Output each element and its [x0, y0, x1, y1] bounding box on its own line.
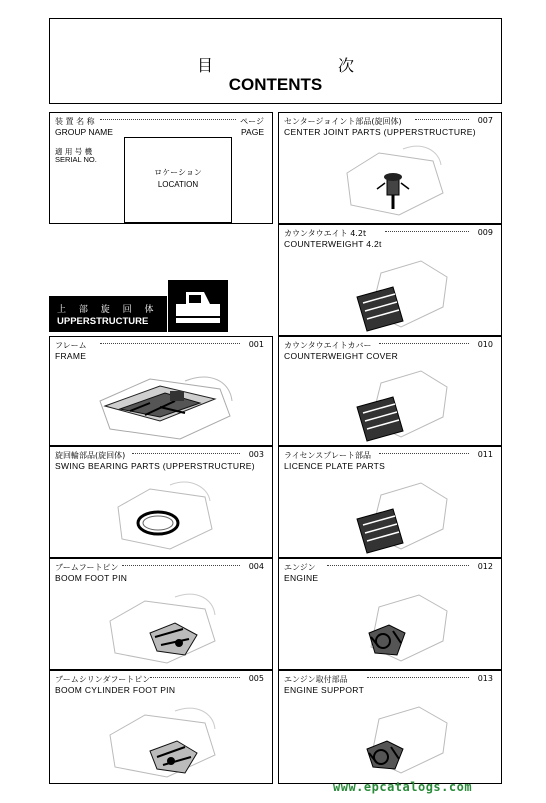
- legend-box: [49, 112, 273, 224]
- item-label-en: CENTER JOINT PARTS (UPPERSTRUCTURE): [284, 127, 476, 137]
- item-page-number: 013: [477, 674, 493, 683]
- legend-page-jp: ページ: [240, 117, 264, 126]
- dotted-leader: [100, 119, 236, 120]
- dotted-leader: [379, 453, 469, 454]
- contents-item-engine[interactable]: [278, 558, 502, 670]
- section-label-jp: 上 部 旋 回 体: [57, 305, 159, 315]
- item-label-jp: ライセンスプレート部品: [284, 451, 371, 460]
- contents-item-center-joint[interactable]: [278, 112, 502, 224]
- item-page-number: 007: [477, 116, 493, 125]
- item-page-number: 004: [248, 562, 264, 571]
- item-page-number: 005: [248, 674, 264, 683]
- engine-illustration: [349, 585, 459, 667]
- legend-name-jp: 装 置 名 称: [55, 117, 95, 126]
- item-label-en: SWING BEARING PARTS (UPPERSTRUCTURE): [55, 461, 255, 471]
- dotted-leader: [415, 119, 469, 120]
- item-page-number: 010: [477, 340, 493, 349]
- dotted-leader: [150, 677, 240, 678]
- excavator-upperstructure-icon: [168, 280, 228, 332]
- item-page-number: 009: [477, 228, 493, 237]
- title-box: [49, 18, 502, 104]
- dotted-leader: [132, 453, 240, 454]
- item-label-en: ENGINE SUPPORT: [284, 685, 365, 695]
- counterweight-cover-illustration: [351, 363, 451, 443]
- page-title: CONTENTS: [228, 75, 323, 94]
- item-page-number: 001: [248, 340, 264, 349]
- swing-bearing-illustration: [110, 477, 220, 555]
- item-label-jp: カウンタウエイト 4.2t: [284, 229, 367, 238]
- item-label-jp: エンジン取付部品: [284, 675, 348, 684]
- frame-illustration: [90, 361, 240, 443]
- boom-foot-pin-illustration: [105, 587, 225, 667]
- legend-page-en: PAGE: [241, 127, 264, 137]
- contents-item-licence-plate[interactable]: [278, 446, 502, 558]
- contents-item-engine-support[interactable]: [278, 670, 502, 784]
- contents-item-boom-cylinder-foot-pin[interactable]: [49, 670, 273, 784]
- section-header: [49, 296, 167, 332]
- dotted-leader: [367, 677, 469, 678]
- item-label-en: BOOM CYLINDER FOOT PIN: [55, 685, 176, 695]
- center-joint-illustration: [341, 139, 451, 221]
- page-title-jp: 目 次: [196, 56, 415, 75]
- item-label-en: LICENCE PLATE PARTS: [284, 461, 386, 471]
- item-label-jp: 旋回輪部品(旋回体): [55, 451, 126, 460]
- dotted-leader: [100, 343, 240, 344]
- location-label-jp: ロケーション: [154, 168, 202, 177]
- item-label-en: COUNTERWEIGHT COVER: [284, 351, 399, 361]
- contents-item-frame[interactable]: [49, 336, 273, 446]
- legend-serial-jp: 適 用 号 機: [55, 147, 93, 156]
- item-label-jp: センタージョイント部品(旋回体): [284, 117, 402, 126]
- counterweight-illustration: [351, 253, 451, 333]
- dotted-leader: [327, 565, 469, 566]
- licence-plate-illustration: [351, 475, 451, 555]
- legend-serial-en: SERIAL NO.: [55, 155, 97, 164]
- contents-item-swing-bearing[interactable]: [49, 446, 273, 558]
- contents-item-counterweight-cover[interactable]: [278, 336, 502, 446]
- item-label-en: ENGINE: [284, 573, 319, 583]
- item-page-number: 011: [477, 450, 493, 459]
- section-label-en: UPPERSTRUCTURE: [57, 316, 149, 327]
- item-label-jp: ブームシリンダフートピン: [55, 675, 151, 684]
- boom-cylinder-foot-pin-illustration: [105, 701, 225, 781]
- dotted-leader: [122, 565, 240, 566]
- legend-name-en: GROUP NAME: [55, 127, 113, 137]
- item-label-jp: カウンタウエイトカバー: [284, 341, 372, 350]
- item-label-jp: ブームフートピン: [55, 563, 119, 572]
- location-label-en: LOCATION: [157, 180, 199, 189]
- item-page-number: 012: [477, 562, 493, 571]
- item-label-jp: フレーム: [55, 341, 87, 350]
- contents-item-counterweight[interactable]: [278, 224, 502, 336]
- location-frame: [124, 137, 232, 223]
- contents-item-boom-foot-pin[interactable]: [49, 558, 273, 670]
- dotted-leader: [379, 343, 469, 344]
- item-label-en: COUNTERWEIGHT 4.2t: [284, 239, 382, 249]
- watermark: www.epcatalogs.com: [333, 780, 473, 794]
- item-label-jp: エンジン: [284, 563, 316, 572]
- item-label-en: BOOM FOOT PIN: [55, 573, 128, 583]
- item-page-number: 003: [248, 450, 264, 459]
- dotted-leader: [385, 231, 469, 232]
- engine-support-illustration: [349, 697, 459, 779]
- item-label-en: FRAME: [55, 351, 87, 361]
